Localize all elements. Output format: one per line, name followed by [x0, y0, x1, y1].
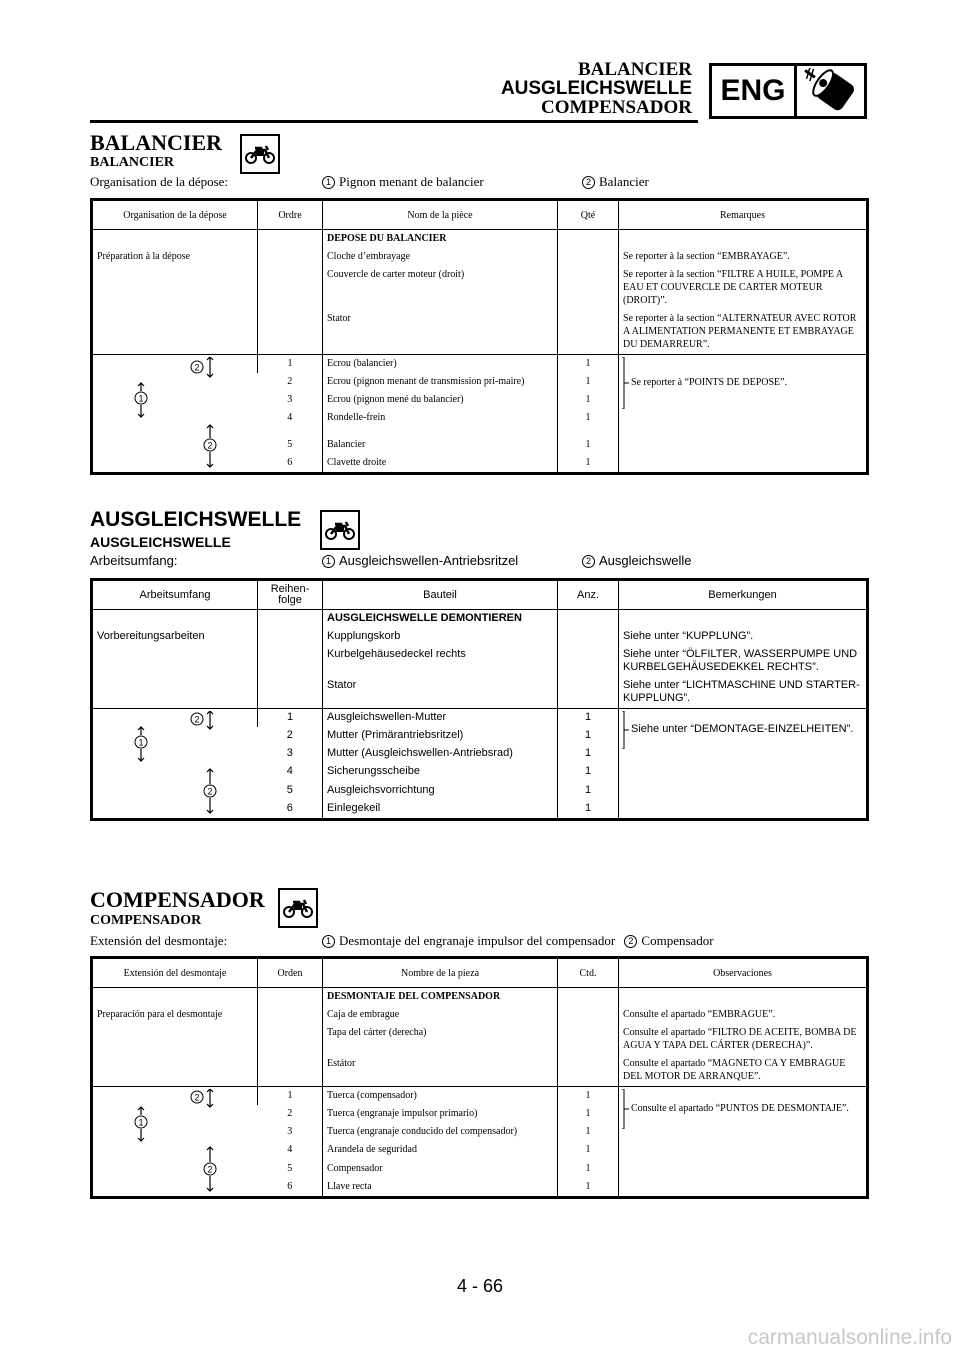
- prep-remark: Se reporter à la section “ALTERNATEUR AVEC ROTOR A ALIMENTATION PERMANENTE ET EMBRAYAGE DU DEMARREUR”.: [619, 310, 868, 355]
- engine-icon: [797, 66, 864, 116]
- part-qty: 1: [558, 745, 619, 763]
- part-name: Ecrou (pignon mené du balancier): [323, 391, 558, 409]
- removal-table-es: [90, 956, 869, 1199]
- prep-label: Preparación para el desmontaje: [97, 1009, 223, 1020]
- prep-part: Kupplungskorb: [323, 628, 558, 646]
- part-qty: 1: [558, 763, 619, 782]
- prep-label: Vorbereitungsarbeiten: [97, 630, 205, 642]
- part-order: 6: [287, 1181, 293, 1192]
- part-qty: 1: [558, 391, 619, 409]
- part-order: 1: [258, 1087, 323, 1106]
- section-title-de: AUSGLEICHSWELLE: [90, 508, 302, 531]
- prep-part: Couvercle de carter moteur (droit): [323, 266, 558, 310]
- part-name: Mutter (Ausgleichswellen-Antriebsrad): [323, 745, 558, 763]
- part-name: Ausgleichswellen-Mutter: [323, 709, 558, 728]
- svg-text:2: 2: [207, 440, 213, 451]
- part-order: 3: [287, 1126, 293, 1137]
- svg-text:2: 2: [194, 362, 200, 373]
- part-qty: 1: [558, 1087, 619, 1106]
- part-order: 6: [287, 457, 293, 468]
- scope-num-1-es: 1: [322, 935, 335, 948]
- col-header: Anz.: [558, 580, 619, 610]
- col-header: Ctd.: [558, 958, 619, 988]
- prep-remark: Consulte el apartado “FILTRO DE ACEITE, BOMBA DE AGUA Y TAPA DEL CÁRTER (DERECHA)”.: [619, 1024, 868, 1055]
- part-order: 2: [286, 729, 293, 741]
- part-qty: 1: [558, 1160, 619, 1178]
- eng-label: ENG: [712, 66, 797, 116]
- part-order: 2: [287, 376, 293, 387]
- svg-text:2: 2: [194, 1092, 200, 1103]
- scope-item-2-es: Compensador: [641, 933, 714, 948]
- header-titles: [501, 60, 692, 117]
- scope-item-1-fr: Pignon menant de balancier: [339, 174, 484, 189]
- section-subtitle-es: COMPENSADOR: [90, 913, 202, 928]
- part-qty: 1: [558, 1141, 619, 1160]
- part-name: Ecrou (balancier): [323, 355, 558, 374]
- col-header: Ordre: [258, 200, 323, 230]
- svg-text:1: 1: [138, 737, 144, 748]
- header-title-fr: BALANCIER: [577, 59, 692, 80]
- part-qty: 1: [558, 355, 619, 374]
- part-order: 6: [286, 802, 293, 814]
- part-name: Ecrou (pignon menant de transmission pri-maire): [323, 373, 558, 391]
- prep-part: Kurbelgehäusedeckel rechts: [323, 646, 558, 677]
- order-diagram: [92, 709, 258, 820]
- prep-part: Cloche d’embrayage: [323, 248, 558, 266]
- section-subtitle-fr: BALANCIER: [90, 155, 175, 170]
- part-order: 4: [287, 412, 293, 423]
- prep-part: Stator: [323, 677, 558, 709]
- col-header: Bemerkungen: [619, 580, 868, 610]
- scope-num-1-fr: 1: [322, 176, 335, 189]
- section-subtitle-de: AUSGLEICHSWELLE: [90, 534, 231, 550]
- part-name: Llave recta: [323, 1178, 558, 1198]
- prep-heading: DEPOSE DU BALANCIER: [323, 230, 558, 249]
- prep-remark: Se reporter à la section “EMBRAYAGE”.: [619, 248, 868, 266]
- col-header: Extensión del desmontaje: [92, 958, 258, 988]
- part-name: Clavette droite: [323, 454, 558, 474]
- prep-part: Estátor: [323, 1055, 558, 1087]
- part-order: 5: [287, 1163, 293, 1174]
- col-header: Arbeitsumfang: [92, 580, 258, 610]
- order-diagram: [92, 355, 258, 474]
- svg-text:1: 1: [138, 393, 144, 404]
- bracket-cell: [619, 355, 868, 410]
- prep-remark: Siehe unter “ÖLFILTER, WASSERPUMPE UND KURBELGEHÄUSEDEKKEL RECHTS”.: [619, 646, 868, 677]
- svg-text:1: 1: [138, 1117, 144, 1128]
- part-qty: 1: [558, 1178, 619, 1198]
- part-order: 5: [286, 784, 293, 796]
- part-qty: 1: [558, 782, 619, 800]
- part-name: Tuerca (compensador): [323, 1087, 558, 1106]
- prep-part: Tapa del cárter (derecha): [323, 1024, 558, 1055]
- part-order: 2: [287, 1108, 293, 1119]
- motorcycle-icon: [278, 888, 318, 928]
- col-header: Qté: [558, 200, 619, 230]
- prep-remark: Siehe unter “LICHTMASCHINE UND STARTER-KUPPLUNG”.: [619, 677, 868, 709]
- col-header: Bauteil: [323, 580, 558, 610]
- part-name: Balancier: [323, 436, 558, 454]
- prep-heading: AUSGLEICHSWELLE DEMONTIEREN: [323, 610, 558, 629]
- part-name: Einlegekeil: [323, 800, 558, 820]
- bracket-note: Siehe unter “DEMONTAGE-EINZELHEITEN”.: [631, 723, 854, 735]
- scope-item-2-de: Ausgleichswelle: [599, 553, 692, 568]
- header-title-es: COMPENSADOR: [541, 97, 692, 118]
- header-rule: [90, 120, 698, 123]
- part-order: 3: [286, 747, 293, 759]
- section-title-es: COMPENSADOR: [90, 887, 265, 912]
- bracket-cell: [619, 1087, 868, 1142]
- scope-num-2-es: 2: [624, 935, 637, 948]
- part-qty: 1: [558, 800, 619, 820]
- prep-part: Caja de embrague: [323, 1006, 558, 1024]
- part-name: Mutter (Primärantriebsritzel): [323, 727, 558, 745]
- svg-text:2: 2: [207, 786, 213, 797]
- prep-heading: DESMONTAJE DEL COMPENSADOR: [323, 988, 558, 1007]
- part-order: 1: [258, 355, 323, 374]
- part-qty: 1: [558, 1105, 619, 1123]
- header-title-de: AUSGLEICHSWELLE: [500, 78, 692, 99]
- scope-item-2-fr: Balancier: [599, 174, 649, 189]
- part-qty: 1: [558, 709, 619, 728]
- bracket-note: Consulte el apartado “PUNTOS DE DESMONTAJE”.: [631, 1103, 849, 1114]
- order-diagram: [92, 1087, 258, 1198]
- part-name: Tuerca (engranaje impulsor primario): [323, 1105, 558, 1123]
- col-header: Observaciones: [619, 958, 868, 988]
- scope-label-de: Arbeitsumfang:: [90, 553, 178, 568]
- col-header: Nombre de la pieza: [323, 958, 558, 988]
- part-name: Sicherungsscheibe: [323, 763, 558, 782]
- part-qty: 1: [558, 373, 619, 391]
- part-qty: 1: [558, 727, 619, 745]
- part-qty: 1: [558, 409, 619, 436]
- col-header: Remarques: [619, 200, 868, 230]
- part-order: 4: [286, 765, 293, 777]
- part-name: Rondelle-frein: [323, 409, 558, 436]
- removal-table-de: [90, 578, 869, 821]
- prep-remark: Consulte el apartado “MAGNETO CA Y EMBRAGUE DEL MOTOR DE ARRANQUE”.: [619, 1055, 868, 1087]
- part-qty: 1: [558, 454, 619, 474]
- part-name: Tuerca (engranaje conducido del compensador): [323, 1123, 558, 1141]
- scope-item-1-es: Desmontaje del engranaje impulsor del compensador: [339, 933, 616, 948]
- col-header: Nom de la pièce: [323, 200, 558, 230]
- scope-num-1-de: 1: [322, 555, 335, 568]
- col-header: Orden: [258, 958, 323, 988]
- page-number: 4 - 66: [456, 1276, 504, 1296]
- motorcycle-icon: [240, 134, 280, 174]
- part-order: 5: [287, 439, 293, 450]
- scope-label-es: Extensión del desmontaje:: [90, 933, 228, 948]
- part-qty: 1: [558, 1123, 619, 1141]
- bracket-note: Se reporter à “POINTS DE DEPOSE”.: [631, 377, 788, 388]
- col-header: Organisation de la dépose: [92, 200, 258, 230]
- svg-text:2: 2: [194, 714, 200, 725]
- col-header: Reihen-folge: [258, 580, 323, 610]
- scope-num-2-fr: 2: [582, 176, 595, 189]
- part-order: 3: [287, 394, 293, 405]
- eng-tab: [709, 63, 867, 119]
- svg-text:2: 2: [207, 1164, 213, 1175]
- prep-part: Stator: [323, 310, 558, 355]
- scope-item-1-de: Ausgleichswellen-Antriebsritzel: [339, 553, 519, 568]
- section-title-fr: BALANCIER: [90, 130, 223, 155]
- part-order: 4: [287, 1144, 293, 1155]
- watermark[interactable]: carmanualsonline.info: [747, 1326, 952, 1349]
- prep-remark: Consulte el apartado “EMBRAGUE”.: [619, 1006, 868, 1024]
- removal-table-fr: [90, 198, 869, 475]
- part-name: Arandela de seguridad: [323, 1141, 558, 1160]
- prep-label: Préparation à la dépose: [97, 251, 191, 262]
- scope-num-2-de: 2: [582, 555, 595, 568]
- prep-remark: Se reporter à la section “FILTRE A HUILE, POMPE A EAU ET COUVERCLE DE CARTER MOTEUR (DROIT)”.: [619, 266, 868, 310]
- motorcycle-icon: [320, 510, 360, 550]
- part-qty: 1: [558, 436, 619, 454]
- part-name: Ausgleichsvorrichtung: [323, 782, 558, 800]
- prep-remark: Siehe unter “KUPPLUNG”.: [619, 628, 868, 646]
- bracket-cell: [619, 709, 868, 764]
- scope-label-fr: Organisation de la dépose:: [90, 174, 229, 189]
- part-name: Compensador: [323, 1160, 558, 1178]
- part-order: 1: [258, 709, 323, 728]
